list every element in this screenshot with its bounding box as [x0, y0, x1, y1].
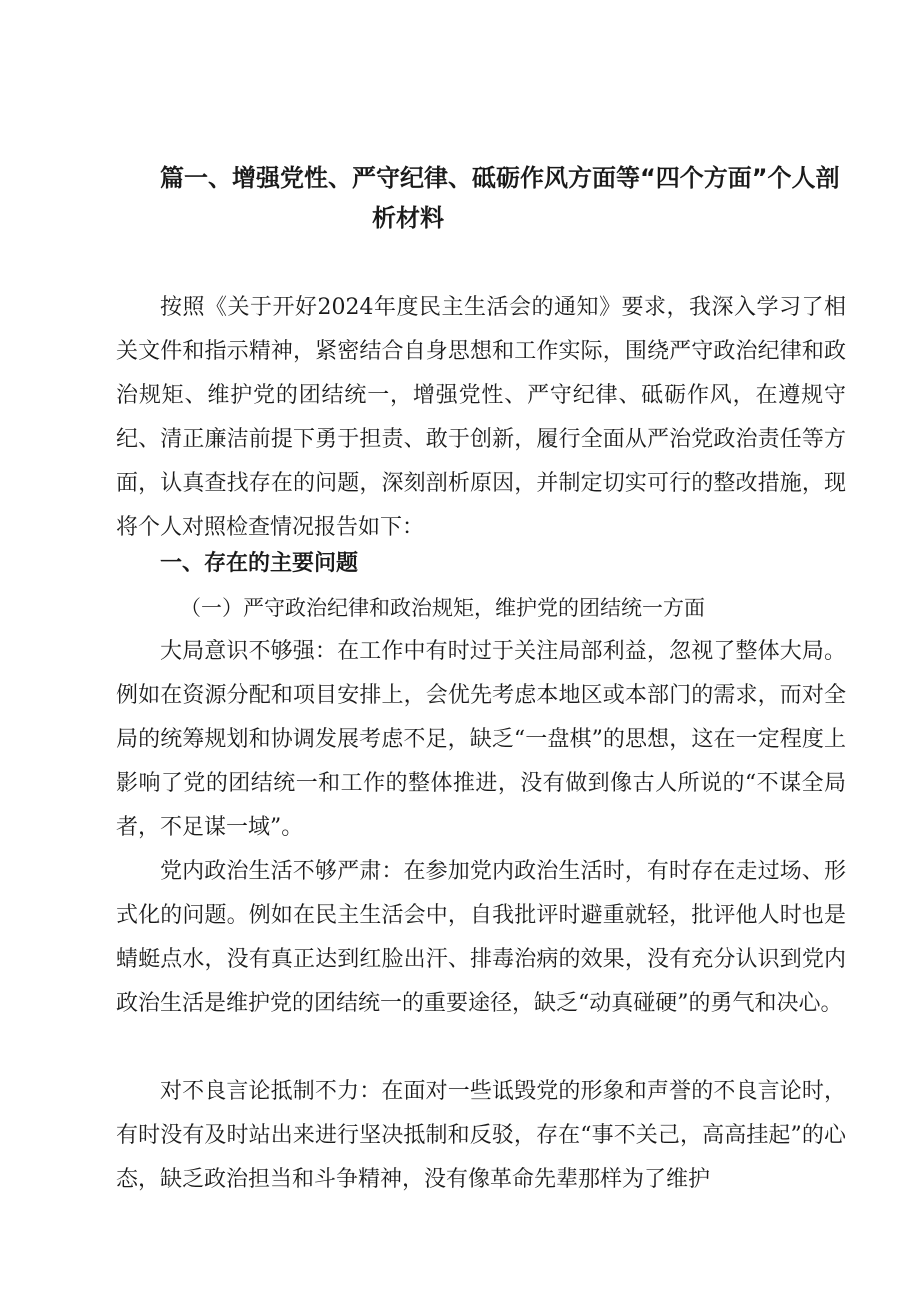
section-heading: 一、存在的主要问题 — [160, 551, 359, 576]
body-block-1 — [116, 630, 846, 850]
document-title-line-2: 析材料 — [372, 204, 444, 232]
document-title-line-1: 篇一、增强党性、严守纪律、砥砺作风方面等“四个方面”个人剖 — [160, 164, 840, 192]
intro-block — [116, 286, 846, 550]
body-block-2 — [116, 850, 846, 1026]
intro-paragraph: 按照《关于开好2024年度民主生活会的通知》要求，我深入学习了相关文件和指示精神，紧密结合自身思想和工作实际，围绕严守政治纪律和政治规矩、维护党的团结统一，增强党性、严守纪律、砥砺作风，在遵规守纪、清正廉洁前提下勇于担责、敢于创新，履行全面从严治党政治责任等方面，认真查找存在的问题，深刻剖析原因，并制定切实可行的整改措施，现将个人对照检查情况报告如下： — [116, 295, 846, 540]
subsection-heading: （一）严守政治纪律和政治规矩，维护党的团结统一方面 — [180, 596, 705, 620]
body-paragraph: 对不良言论抵制不力：在面对一些诋毁党的形象和声誉的不良言论时，有时没有及时站出来进行坚决抵制和反驳，存在“事不关己，高高挂起”的心态，缺乏政治担当和斗争精神，没有像革命先辈那样为了维护 — [116, 1079, 846, 1192]
body-block-3 — [116, 1070, 846, 1202]
body-paragraph: 大局意识不够强：在工作中有时过于关注局部利益，忽视了整体大局。例如在资源分配和项目安排上，会优先考虑本地区或本部门的需求，而对全局的统筹规划和协调发展考虑不足，缺乏“一盘棋”的思想，这在一定程度上影响了党的团结统一和工作的整体推进，没有做到像古人所说的“不谋全局者，不足谋一域”。 — [116, 639, 846, 840]
body-paragraph: 党内政治生活不够严肃：在参加党内政治生活时，有时存在走过场、形式化的问题。例如在民主生活会中，自我批评时避重就轻，批评他人时也是蜻蜓点水，没有真正达到红脸出汗、排毒治病的效果，没有充分认识到党内政治生活是维护党的团结统一的重要途径，缺乏“动真碰硬”的勇气和决心。 — [116, 859, 846, 1016]
